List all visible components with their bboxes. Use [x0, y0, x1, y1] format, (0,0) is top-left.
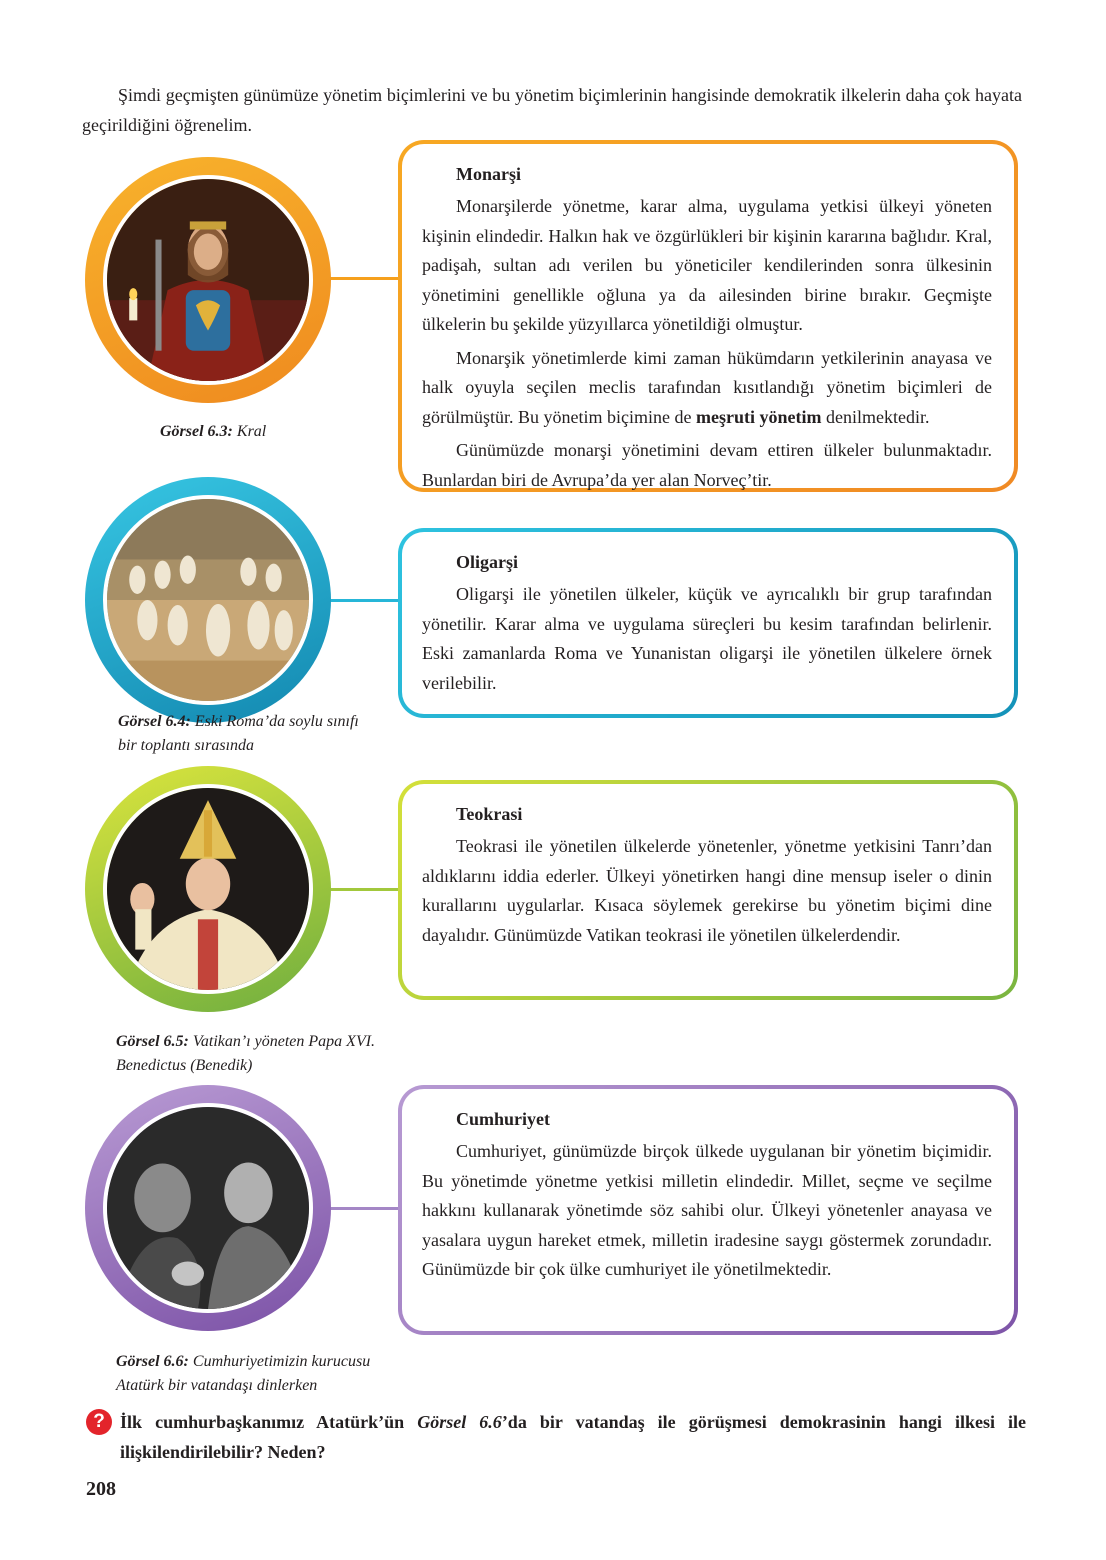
- caption-gorsel-6-6: Görsel 6.6: Cumhuriyetimizin kurucusu Atatürk bir vatandaşı dinlerken: [116, 1353, 371, 1394]
- theocracy-box: [398, 780, 1018, 1000]
- oligarchy-box: [398, 528, 1018, 718]
- pope-illustration: [107, 788, 309, 990]
- caption-gorsel-6-5: Görsel 6.5: Vatikan’ı yöneten Papa XVI. Benedictus (Benedik): [116, 1033, 376, 1074]
- mesruti-term: meşruti yönetim: [695, 406, 822, 427]
- question-text: İlk cumhurbaşkanımız Atatürk’ün Görsel 6.6’da bir vatandaş ile görüşmesi demokrasinin hangi ilkesi ile ilişkilendirilebilir? Neden?: [120, 1412, 1027, 1462]
- caption-gorsel-6-3: Görsel 6.3: Kral: [160, 423, 267, 440]
- monarchy-paragraph-2: Monarşik yönetimlerde kimi zaman hükümdarın yetkilerinin anayasa ve halk oyuyla seçilen meclis tarafından kısıtlandığı yönetim biçimleri de görülmüştür. Bu yönetim biçimine de meşruti yönetim denilmektedir.: [422, 347, 992, 427]
- monarchy-paragraph-1: Monarşilerde yönetme, karar alma, uygulama yetkisi ülkeyi yöneten kişinin elindedir. Halkın hak ve özgürlükleri bir kişinin kararına bağlıdır. Kral, padişah, sultan adı verilen bu yöneticiler kendilerinden sonra ülkesinin yönetimini genellikle oğluna ya da ailesinden birine bırakır. Geçmişte ülkelerin bu şekilde yüzyıllarca yönetildiği olmuştur.: [422, 196, 992, 334]
- monarchy-connector: [330, 277, 402, 280]
- caption-gorsel-6-4: Görsel 6.4: Eski Roma’da soylu sınıfı bir toplantı sırasında: [118, 713, 359, 754]
- page-number: 208: [86, 1478, 116, 1500]
- intro-paragraph: Şimdi geçmişten günümüze yönetim biçimlerini ve bu yönetim biçimlerinin hangisinde demokratik ilkelerin daha çok hayata geçirildiğini öğrenelim.: [82, 85, 1022, 135]
- king-image: [103, 175, 313, 385]
- republic-paragraph: Cumhuriyet, günümüzde birçok ülkede uygulanan bir yönetim biçimidir. Bu yönetimde yönetme yetkisi milletin elindedir. Millet, seçme ve seçilme hakkını kullanarak yönetimde söz sahibi olur. Ülkeyi yönetenler anayasa ve yasalara uygun hareket etmek, milletin iradesine saygı göstermek zorundadır. Günümüzde bir çok ülke cumhuriyet ile yönetilmektedir.: [422, 1141, 992, 1279]
- ataturk-image-ring: [85, 1085, 331, 1331]
- theocracy-paragraph: Teokrasi ile yönetilen ülkelerde yönetenler, yönetme yetkisini Tanrı’dan aldıklarını iddia ederler. Ülkeyi yönetirken hangi dine mensup iseler o dinin kurallarını uygularlar. Kısaca söylemek gerekirse bu yönetim biçimi dine dayalıdır. Günümüzde Vatikan teokrasi ile yönetilen ülkelerdendir.: [422, 836, 992, 945]
- oligarchy-title: Oligarşi: [456, 552, 518, 572]
- king-illustration: [107, 179, 309, 381]
- king-image-ring: [85, 157, 331, 403]
- theocracy-title: Teokrasi: [456, 804, 523, 824]
- monarchy-paragraph-3: Günümüzde monarşi yönetimini devam ettiren ülkeler bulunmaktadır. Bunlardan biri de Avrupa’da yer alan Norveç’tir.: [422, 440, 992, 490]
- oligarchy-paragraph: Oligarşi ile yönetilen ülkeler, küçük ve ayrıcalıklı bir grup tarafından yönetilir. Karar alma ve uygulama süreçleri bu kesim tarafından belirlenir. Eski zamanlarda Roma ve Yunanistan oligarşi ile yönetilen ülkelere örnek verilebilir.: [422, 584, 992, 693]
- republic-box: [398, 1085, 1018, 1335]
- monarchy-box: [398, 140, 1018, 492]
- theocracy-connector: [330, 888, 402, 891]
- oligarchy-connector: [330, 599, 402, 602]
- ataturk-image: [103, 1103, 313, 1313]
- discussion-question: [86, 1407, 1026, 1467]
- pope-image: [103, 784, 313, 994]
- republic-connector: [330, 1207, 402, 1210]
- republic-title: Cumhuriyet: [456, 1109, 550, 1129]
- question-mark-icon: ?: [86, 1409, 112, 1435]
- roman-senate-illustration: [107, 499, 309, 701]
- ataturk-illustration: [107, 1107, 309, 1309]
- monarchy-title: Monarşi: [456, 164, 521, 184]
- pope-image-ring: [85, 766, 331, 1012]
- roman-senate-image-ring: [85, 477, 331, 723]
- roman-senate-image: [103, 495, 313, 705]
